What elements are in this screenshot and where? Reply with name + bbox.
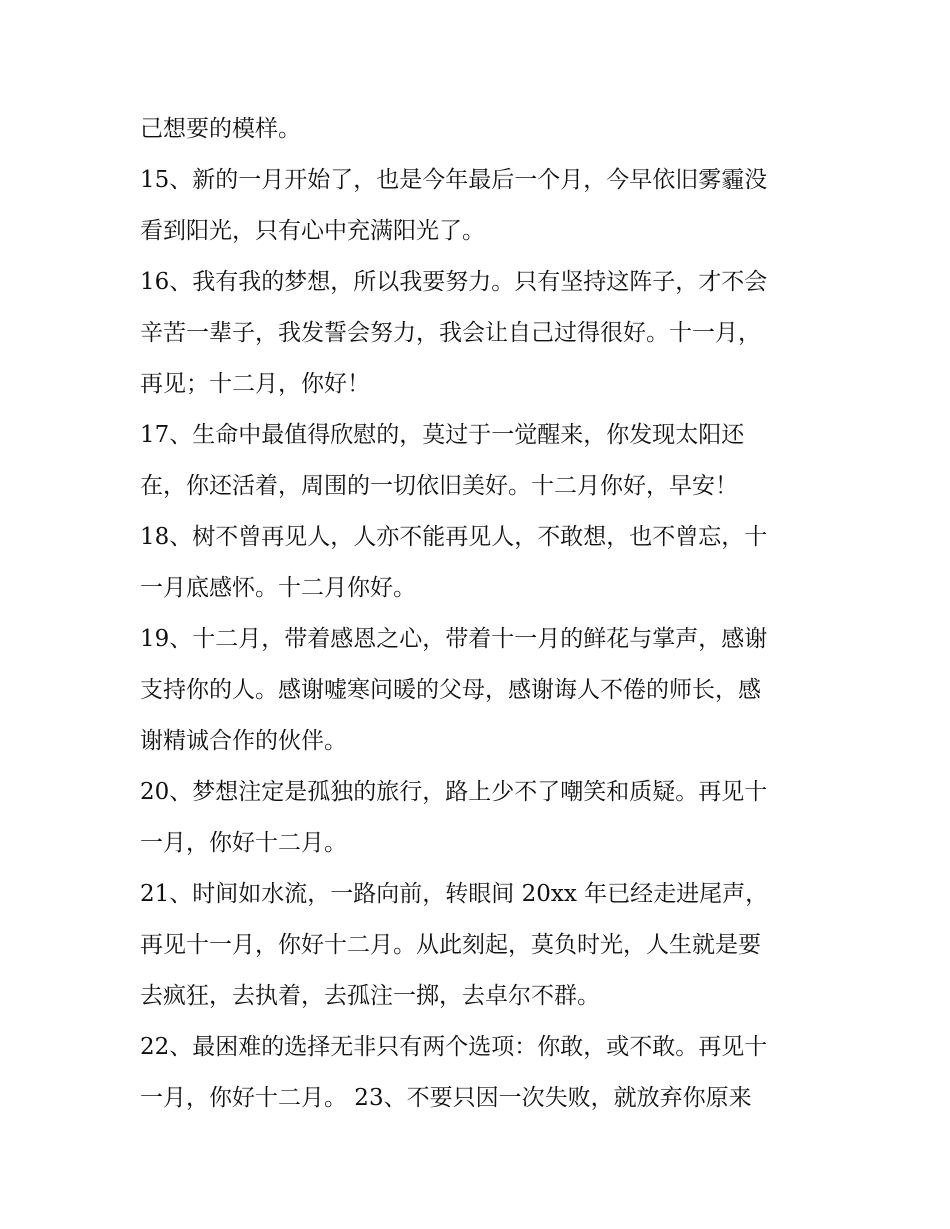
text-line: 辛苦一辈子，我发誓会努力，我会让自己过得很好。十一月， [140,320,761,346]
document-body [140,104,820,1124]
text-line: 看到阳光，只有心中充满阳光了。 [140,218,485,244]
text-line: 17、生命中最值得欣慰的，莫过于一觉醒来，你发现太阳还 [140,422,745,448]
text-line: 谢精诚合作的伙伴。 [140,728,347,754]
text-line: 己想要的模样。 [140,116,301,142]
text-line: 21、时间如水流，一路向前，转眼间 20xx 年已经走进尾声， [140,881,769,907]
text-line: 18、树不曾再见人，人亦不能再见人，不敢想，也不曾忘，十 [140,524,768,550]
text-line: 16、我有我的梦想，所以我要努力。只有坚持这阵子，才不会 [140,269,768,295]
text-line: 15、新的一月开始了，也是今年最后一个月，今早依旧雾霾没 [140,167,768,193]
text-line: 再见；十二月，你好！ [140,371,370,397]
text-line: 20、梦想注定是孤独的旅行，路上少不了嘲笑和质疑。再见十 [140,779,768,805]
text-line: 一月底感怀。十二月你好。 [140,575,416,601]
text-line: 在，你还活着，周围的一切依旧美好。十二月你好，早安！ [140,473,738,499]
text-line: 支持你的人。感谢嘘寒问暖的父母，感谢诲人不倦的师长，感 [140,677,761,703]
text-line: 去疯狂，去执着，去孤注一掷，去卓尔不群。 [140,983,600,1009]
text-line: 19、十二月，带着感恩之心，带着十一月的鲜花与掌声，感谢 [140,626,768,652]
text-line: 一月，你好十二月。 23、不要只因一次失败，就放弃你原来 [140,1085,752,1111]
text-line: 一月，你好十二月。 [140,830,347,856]
text-line: 再见十一月，你好十二月。从此刻起，莫负时光，人生就是要 [140,932,761,958]
text-line: 22、最困难的选择无非只有两个选项：你敢，或不敢。再见十 [140,1034,768,1060]
